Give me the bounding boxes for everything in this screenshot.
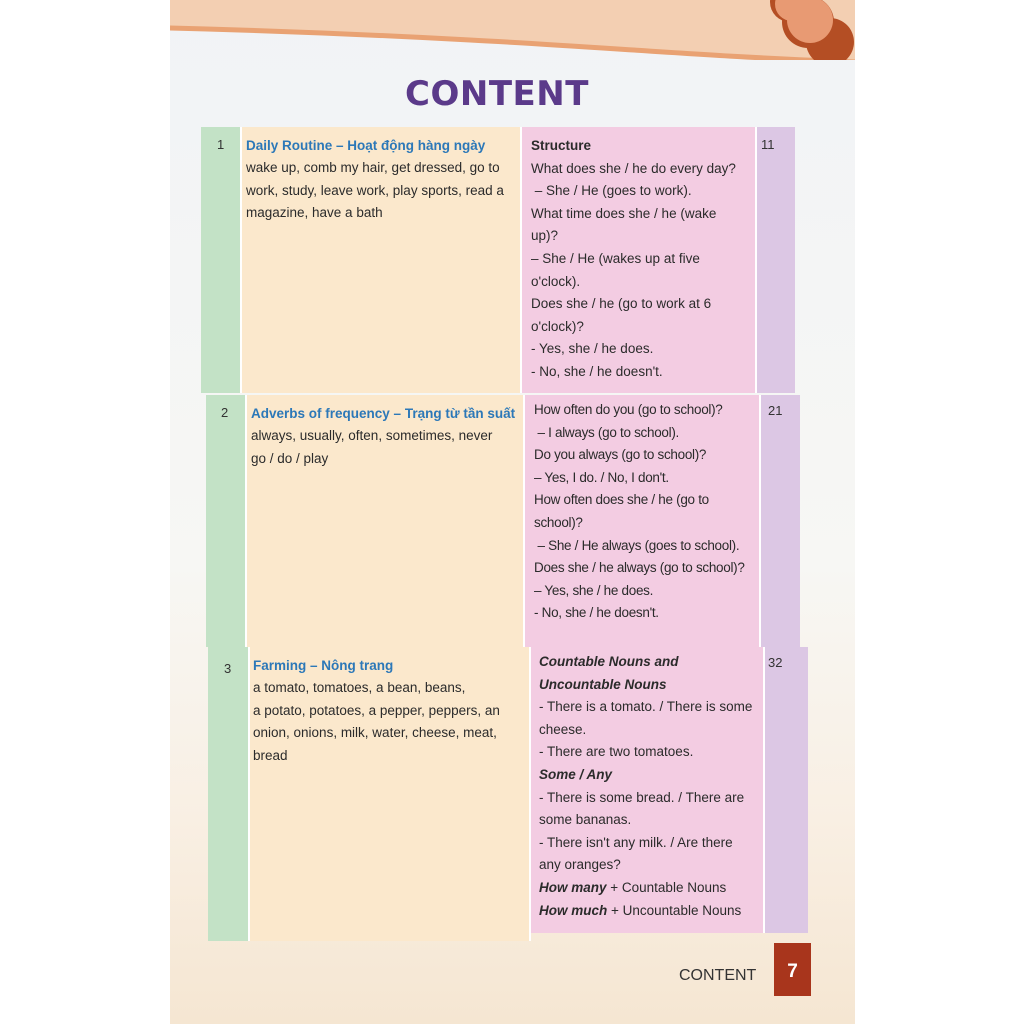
page-reference: 11 (761, 137, 775, 152)
topic-title: Daily Routine – Hoạt động hàng ngày (246, 138, 486, 153)
row-number: 3 (224, 661, 232, 676)
table-row (201, 127, 795, 393)
book-page (170, 0, 855, 1024)
page-title: CONTENT (405, 74, 589, 114)
table-row (208, 647, 808, 941)
row-number: 2 (221, 405, 229, 420)
vocabulary-list: always, usually, often, sometimes, never go / do / play (251, 428, 493, 466)
structure-list: Structure What does she / he do every day? – She / He (goes to work). What time does she / he (wake up)? – She / He (wakes up at five o'clock). Does she / he (go to work at 6 o'clock)? - Yes, she / he does. - No, she / he doesn't. (531, 138, 736, 379)
footer-section-label: CONTENT (679, 967, 757, 984)
structure-list: Countable Nouns and Uncountable Nouns - There is a tomato. / There is some cheese. - There are two tomatoes. Some / Any - There is some bread. / There are some bananas. - There isn't any milk. / Are there any oranges? How many + Countable Nouns How much + Uncountable Nouns (539, 654, 753, 918)
page-reference: 32 (768, 655, 783, 670)
row-number: 1 (217, 137, 225, 152)
page-reference: 21 (768, 403, 783, 418)
vocabulary-list: wake up, comb my hair, get dressed, go to work, study, leave work, play sports, read a magazine, have a bath (246, 160, 504, 221)
page-number-tab: 7 (774, 943, 811, 996)
top-decorative-band (170, 0, 855, 60)
topic-title: Adverbs of frequency – Trạng từ tần suất (251, 406, 516, 421)
topic-title: Farming – Nông trang (253, 658, 394, 673)
vocabulary-list: a tomato, tomatoes, a bean, beans, a potato, potatoes, a pepper, peppers, an onion, onions, milk, water, cheese, meat, bread (253, 680, 500, 763)
table-row (206, 395, 800, 647)
structure-list: How often do you (go to school)? – I always (go to school). Do you always (go to school)? – Yes, I do. / No, I don't. How often does she / he (go to school)? – She / He always (goes to school). Does she / he always (go to school)? – Yes, she / he does. - No, she / he doesn't. (534, 402, 745, 621)
